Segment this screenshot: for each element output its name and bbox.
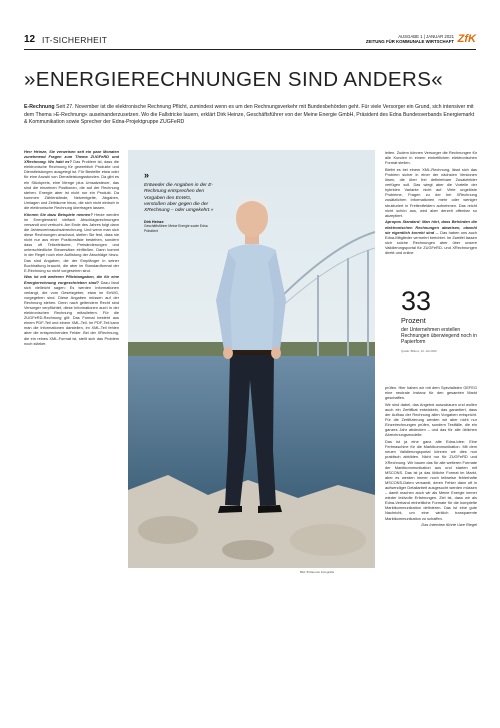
publication-name: ZEITUNG FÜR KOMMUNALE WIRTSCHAFT [365,39,454,44]
article-lead [24,104,476,127]
statistic-source: Quelle: Bitkom, 24. Juli 2020 [401,349,437,354]
article-headline: »ENERGIERECHNUNGEN SIND ANDERS« [24,68,444,91]
interview-question: Herr Heinze, Sie verweisen seit ein paar Monaten zunehmend Fragen zum Thema ZUGFeRD und XRechnung. Wo hakt es? [24,149,119,165]
page-number: 12 [24,34,36,45]
interview-paragraph [385,150,477,165]
interview-paragraph [385,219,477,255]
interview-paragraph [24,212,119,273]
pull-quote [144,170,214,233]
interview-answer: Das haben uns auch Edna-Mitglieder vermehrt berichtet. Im Zweifel lassen sich solche Rechnungen aber über unsere Validierungsportal für ZUGFeRD- und XRechnungen direkt und online [385,229,477,255]
header-rule [24,49,476,50]
photo-credit: Bild: B.Raum/e Fotografie [300,570,335,574]
interview-answer: Dazu fand sich vielleicht sagen: Es werden Informationen verlangt, die vom Gesetzgeber, etwa im EnWG, vorgegeben sind. Diese Angaben müssen auf der Rechnung stehen. Denn nach geltendem Recht sind Versorger verpflichtet, diese Informationen auch in der elektronischen Rechnung mitzuliefern. Für die ZUGFeRD-Rechnung gilt: Das Format besteht aus einem PDF-Teil und einem XML-Teil. Im PDF-Teil kann man die Informationen darstellen, im XML-Teil fehlen aber die entsprechenden Felder. Bei der XRechnung, die ein reines XML-Format ist, stellt sich das Problem noch stärker. [24,279,119,346]
interview-column-right-top [385,150,477,257]
interview-answer: Das ist ja eine ganz alte Edna-Idee: Eine Fertmaschine für die Marktkommunikation. Mit dem neuen Validierungsportal können wir dies nun praktisch abbilden. Nicht nur für ZUGFeRD und XRechnung. Wir bauen das für alle weiteren Formate der Marktkommunikation aus und starten mit MSCONS. Das ist ja das übliche Format im Markt, aber es werden immer noch teilweise fehlerhafte MSCONS-Daten versandt, deren Fehler dann oft in aufwendiger Detailarbeit ausgesucht werden müssen – damit machen auch wir als Meine Energie immer wieder leidvolle Erfahrungen. Ziel ist, dass wir als Edna-Verband einheitliche Formate für die komplette Marktkommunikation definieren. Das ist eine gute Nachricht, um eine wirklich transparente Marktkommunikation zu schaffen. [385,439,477,521]
interview-paragraph [385,439,477,521]
section-label: IT-SICHERHEIT [42,35,108,45]
interview-answer: Wir sind dabei, das Angebot auszubauen und wollen auch ein Zertifikat entwickeln, das garantiert, dass der Aufbau der Rechnung allen Vorgaben entspricht. Für die Zertifizierung werden wir aber nicht nur Einzelrechnungen prüfen, sondern Testfälle, die ein ganzes Jahr abdecken – und das für alle üblichen Abrechnungsmodelle. [385,401,477,438]
lead-text: Seit 27. November ist die elektronische Rechnung Pflicht, zumindest wenn es um den Rechnungsverkehr mit Bundesbehörden geht. Für viele Versorger ein Grund, sich intensiver mit dem Thema »E-Rechnung« auseinanderzusetzen. Wo die Fallstricke lauern, erklärt Dirk Heinze, Geschäftsführer von der Meine Energie GmbH, Präsident des Edna Bundesverbands Energiemarkt & Kommunikation sowie Sprecher der Edna-Projektgruppe ZUGFeRD [24,104,475,126]
interview-column-right-bottom [385,385,477,529]
statistic-number: 33 [401,286,432,316]
statistic-box [401,288,477,353]
interview-answer: Das Problem ist, dass die elektronische Rechnung für gewerblich Produkte und Dienstleistungen ausgelegt ist. Für Bestellte etwa oder für eine Anzahl von Dienstleistungsstunden. Da gibt es ein Stückpreis, eine Menge plus Umsatzsteuer, das sind die einzelnen Positionen, die auf der Rechnung stehen. Energie aber ist nicht nur ein Produkt. Da kommen Zählerstände, Netzentgelte, Abgaben, Umlagen und Zeiträume hinzu, die sich nicht einfach in die elektronische Rechnung übertragen lassen. [24,159,119,211]
interview-paragraph [385,167,477,218]
quote-mark: » [144,170,150,180]
interview-paragraph [385,402,477,438]
statistic-description: der Unternehmen erstellen Rechnungen überwiegend noch in Papierform [401,326,477,345]
pull-quote-name: Dirk Heinze [144,220,164,225]
interview-answer: prüfen. Hier haben wir mit dem Spezialisten GEFEG eine neutrale Instanz für den gesamten Markt geschaffen. [385,385,477,401]
interview-question: Was ist mit weiteren Pflichtangaben, die für eine Energierechnung vorgeschrieben sind? [24,274,119,285]
interview-question: Apropos Standard: Man hört, dass Behörden die elektronischen Rechnungen abweisen, obwohl sie eigentlich korrekt sind ... [385,219,477,235]
interview-column-left [24,149,119,347]
page-header [24,34,476,48]
publication-logo: ZfK [457,33,476,45]
issue-label: AUSGABE 1 | JANUAR 2021 [398,34,454,39]
interview-paragraph [24,274,119,345]
interview-answer: Bleibt es bei einem XML-Rechnung, lässt sich das Problem sicher in einer der nächsten Versionen lösen, die über frei definierbare Zusatzfelder verfügen soll. Das wiegt aber die Vorteile der hybriden Variante nicht auf. Viele ungelöste Probleme, Fragen zu der bei XRechnung zusätzlichen Informationen mehr oder weniger strukturiert in Freitextfeldern aufnehmen. Das reicht nicht schön aus, wird aber derzeit offenbar so akzeptiert. [385,166,477,218]
interview-credit [385,522,477,527]
interview-answer: leiten. Zudem können Versorger die Rechnungen für alle Kunden in einem einheitlichen elektronischen Format stellen. [385,150,477,166]
lead-kicker: E-Rechnung [24,104,55,110]
pull-quote-role: Geschäftsführer Meine Energie sowie Edna Präsident [144,224,208,233]
interview-question: Können Sie dazu Beispiele nennen? [24,211,93,217]
pull-quote-text: Entweder die Angaben in der E-Rechnung entsprechen den Vorgaben des EnWG, verstoßen aber gegen die der XRechnung – oder umgekehrt.« [144,183,214,214]
interview-paragraph [24,149,119,210]
interview-answer: Heute werden im Energiemarkt vielfach Abschlagsrechnungen versandt und verbucht. Am Ende des Jahres folgt dann die Jahresverbrauchsabrechnung. Und wenn man sich diese Rechnungen anschaut, stellen Sie fest, dass sie nicht nur aus einer Positionsliste bestehen, sondern dass oft Teilzeiträume, Preisänderungen und unterschiedliche Steuersätze einfließen. Dann kommt in der Regel noch eine Auflistung der Abschläge hinzu. Das sind Angaben, die der Empfänger in seiner Buchhaltung braucht, die aber im Standardformat der E-Rechnung so nicht vorgesehen sind. [24,211,119,273]
interview-paragraph [385,385,477,400]
interviewer-credit: Das Interview führte Uwe Riegel [421,522,477,528]
statistic-label: Prozent [401,316,426,325]
